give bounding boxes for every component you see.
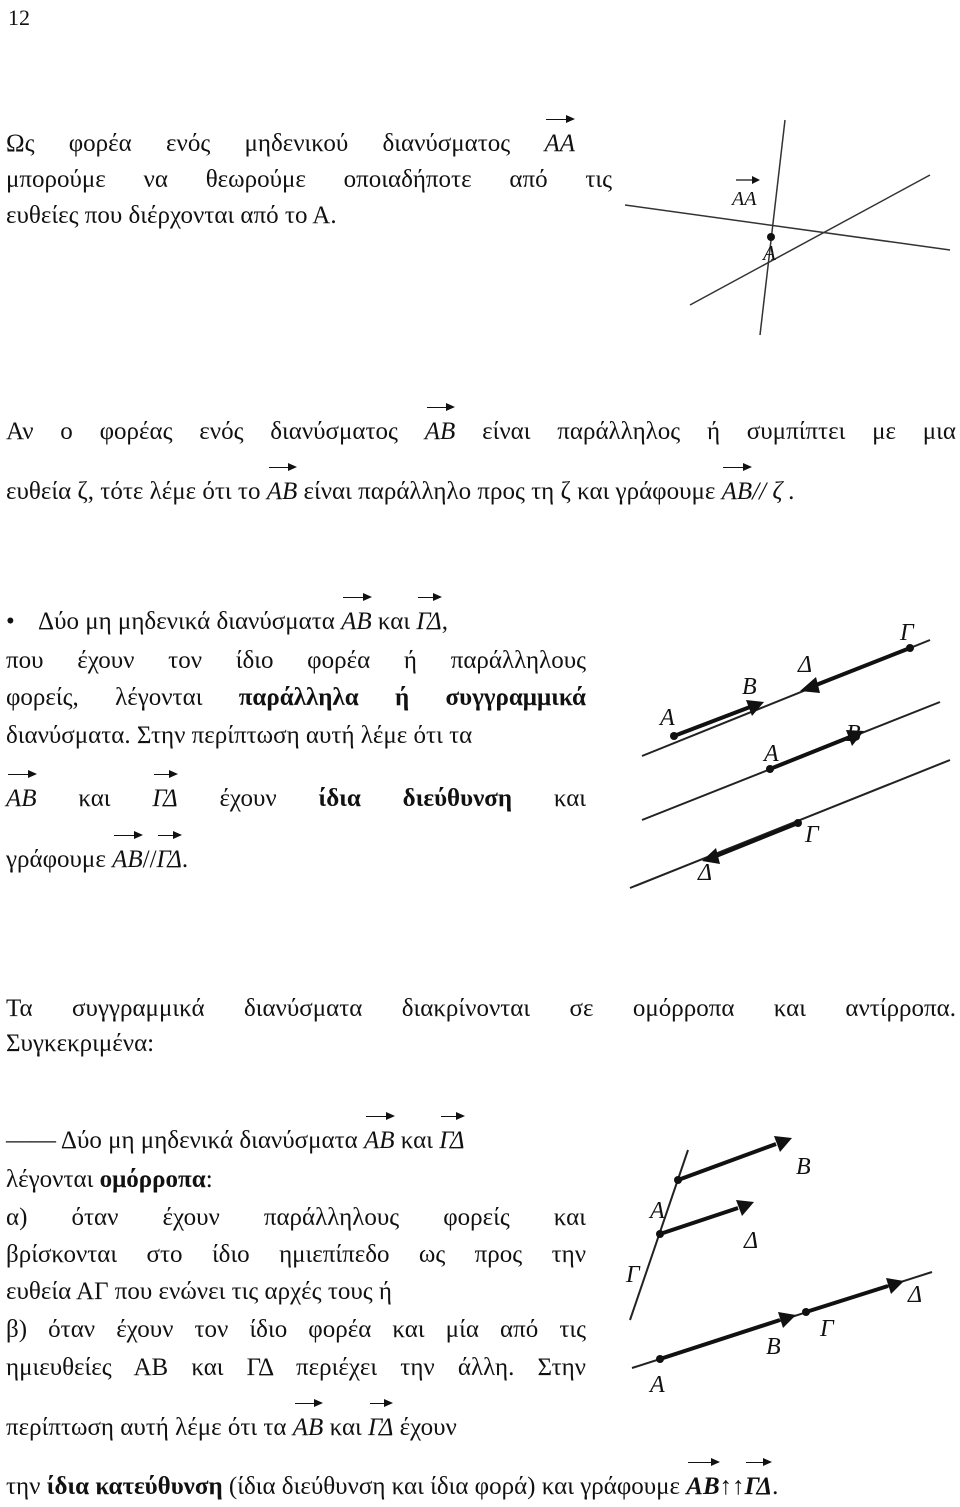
- s5-line6: β) όταν έχουν τον ίδιο φορέα και μία από τις: [6, 1316, 586, 1343]
- s4-line2: Συγκεκριμένα:: [6, 1030, 155, 1057]
- s3-line6: γράφουμε ΑΒ//ΓΔ.: [6, 842, 188, 878]
- vector-AB: ΑΒ: [686, 1469, 719, 1505]
- s3-line2: που έχουν τον ίδιο φορέα ή παράλληλους: [6, 647, 586, 674]
- vector-AB: ΑΒ: [722, 474, 753, 510]
- s3-line4: διανύσματα. Στην περίπτωση αυτή λέμε ότι τα: [6, 722, 473, 749]
- label-A1: Α: [660, 705, 675, 731]
- page-number: 12: [8, 5, 30, 30]
- line-2: [625, 205, 950, 250]
- label-D1: Δ: [744, 1228, 759, 1254]
- label-D2: Δ: [908, 1282, 923, 1308]
- s5-line8: περίπτωση αυτή λέμε ότι τα ΑΒ και ΓΔ έχουν: [6, 1410, 457, 1446]
- same-direction-vectors-figure: [620, 1130, 950, 1398]
- label-D1: Δ: [798, 652, 813, 678]
- label-A1: Α: [650, 1198, 665, 1224]
- vector-GD: ΓΔ: [416, 604, 441, 640]
- s2-line2: ευθεία ζ, τότε λέμε ότι το ΑΒ είναι παράλληλο προς τη ζ και γράφουμε ΑΒ// ζ .: [6, 474, 795, 510]
- vector-GD: ΓΔ: [152, 781, 177, 817]
- label-A2: Α: [764, 741, 779, 767]
- vector-AB: ΑΒ: [267, 474, 298, 510]
- s1-line2: μπορούμε να θεωρούμε οποιαδήποτε από τις: [6, 166, 612, 193]
- s1-line1: Ως φορέα ενός μηδενικού διανύσματος ΑΑ: [6, 126, 575, 162]
- s3-line1: Δύο μη μηδενικά διανύσματα ΑΒ και ΓΔ,: [38, 604, 448, 640]
- vector-GD: ΓΔ: [439, 1123, 464, 1159]
- vector-AB: ΑΒ: [425, 414, 456, 450]
- vector-AB: ΑΒ: [364, 1123, 395, 1159]
- s5-line1: —— Δύο μη μηδενικά διανύσματα ΑΒ και ΓΔ: [6, 1123, 465, 1159]
- s3-line3: φορείς, λέγονται παράλληλα ή συγγραμμικά: [6, 684, 587, 711]
- label-G1: Γ: [900, 620, 914, 646]
- point-A: [767, 233, 775, 241]
- label-G2: Γ: [805, 822, 819, 848]
- s4-line1: Τα συγγραμμικά διανύσματα διακρίνονται σε ομόρροπα και αντίρροπα.: [6, 995, 956, 1022]
- s2-line1: Αν ο φορέας ενός διανύσματος ΑΒ είναι παράλληλος ή συμπίπτει με μια: [6, 414, 956, 450]
- label-B1: Β: [742, 674, 757, 700]
- s5-line9: την ίδια κατεύθυνση (ίδια διεύθυνση και ίδια φορά) και γράφουμε ΑΒ↑↑ΓΔ.: [6, 1469, 778, 1505]
- bullet: •: [6, 608, 15, 635]
- vector-AB: ΑΒ: [6, 781, 37, 817]
- s5-line7: ημιευθείες ΑΒ και ΓΔ περιέχει την άλλη. Στην: [6, 1354, 586, 1381]
- s5-line2: λέγονται ομόρροπα:: [6, 1166, 213, 1193]
- s3-line5: ΑΒ και ΓΔ έχουν ίδια διεύθυνση και: [6, 781, 586, 817]
- vector-GD: ΓΔ: [745, 1469, 773, 1505]
- vector-GD: ΓΔ: [157, 842, 182, 878]
- zero-vector-figure: [620, 115, 960, 335]
- label-G2: Γ: [820, 1316, 834, 1342]
- label-B2: Β: [846, 721, 861, 747]
- vector-GD: ΓΔ: [368, 1410, 393, 1446]
- collinear-vectors-figure: [630, 610, 960, 890]
- label-B1: Β: [796, 1154, 811, 1180]
- s5-line3: α) όταν έχουν παράλληλους φορείς και: [6, 1204, 586, 1231]
- s5-line4: βρίσκονται στο ίδιο ημιεπίπεδο ως προς την: [6, 1241, 586, 1268]
- s1-line3: ευθείες που διέρχονται από το Α.: [6, 202, 337, 229]
- label-A2: Α: [650, 1372, 665, 1398]
- vector-AB: ΑΒ: [293, 1410, 324, 1446]
- label-D2: Δ: [698, 860, 713, 886]
- vector-AA: ΑΑ: [544, 126, 575, 162]
- label-G1: Γ: [626, 1262, 640, 1288]
- label-AA: ΑΑ: [732, 188, 757, 210]
- s5-line5: ευθεία ΑΓ που ενώνει τις αρχές τους ή: [6, 1278, 392, 1305]
- line-3: [690, 175, 930, 305]
- vector-AB: ΑΒ: [341, 604, 372, 640]
- label-A: Α: [763, 241, 776, 265]
- line-1: [760, 120, 785, 335]
- vector-AB: ΑΒ: [112, 842, 143, 878]
- label-B2: Β: [766, 1334, 781, 1360]
